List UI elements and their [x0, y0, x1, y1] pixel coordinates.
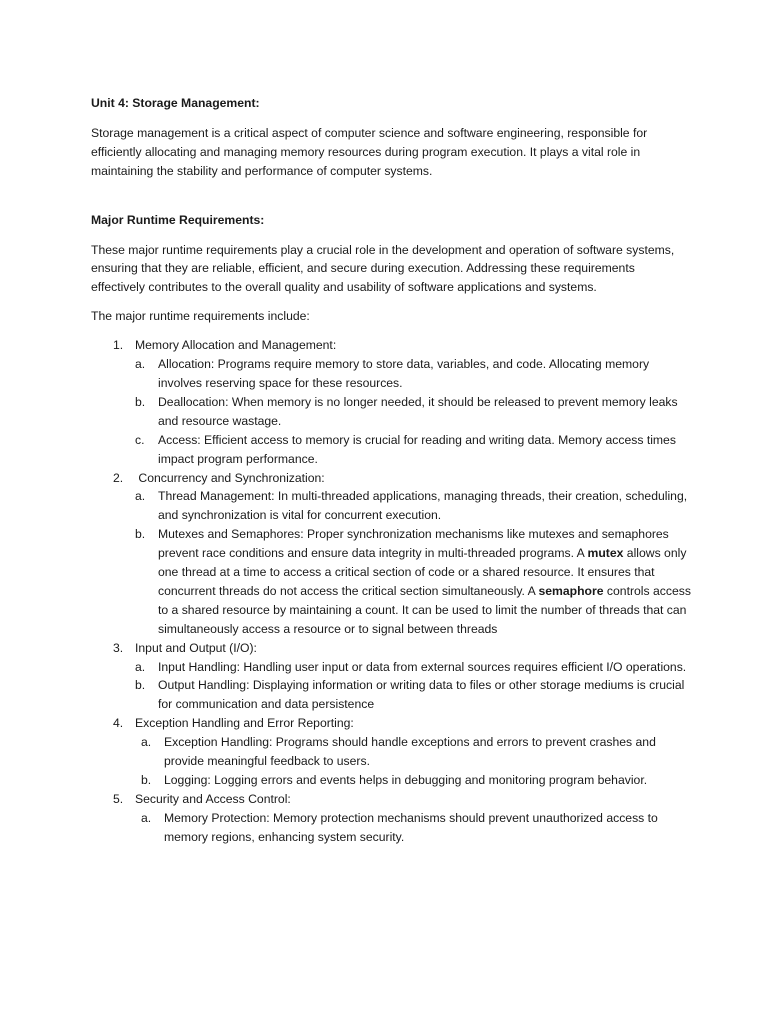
sub-item-letter: a.	[141, 810, 152, 825]
page-title: Unit 4: Storage Management:	[91, 96, 260, 110]
document-page	[91, 92, 691, 847]
sub-item-letter: a.	[135, 489, 146, 504]
list-item-label: Security and Access Control:	[135, 791, 291, 806]
sub-list	[135, 487, 691, 638]
text-segment: controls access to a shared resource by maintaining a count. It can be used to limit the number of threads that can simultaneously access a resource or to signal between threads	[158, 583, 691, 636]
list-item	[91, 714, 691, 790]
sub-item-text: Thread Management: In multi-threaded applications, managing threads, their creation, scheduling, and synchronization is vital for concurrent execution.	[158, 489, 688, 523]
list-lead: The major runtime requirements include:	[91, 309, 310, 324]
requirements-list	[91, 336, 691, 846]
sub-item-letter: a.	[135, 357, 146, 372]
sub-item-letter: c.	[135, 432, 145, 447]
sub-item-text: Access: Efficient access to memory is crucial for reading and writing data. Memory access times impact program performance.	[158, 432, 676, 466]
list-item-number: 5.	[113, 791, 124, 806]
sub-item-letter: b.	[141, 773, 152, 787]
list-item	[91, 639, 691, 715]
section-intro-paragraph: These major runtime requirements play a crucial role in the development and operation of software systems, ensuring that they are reliable, efficient, and secure during execution. Addressing these requirements effectively contributes to the overall quality and usability of software applications and systems.	[91, 242, 675, 295]
list-item-label: Memory Allocation and Management:	[135, 338, 337, 353]
sub-list-item	[135, 525, 691, 638]
text-segment: Mutexes and Semaphores: Proper synchronization mechanisms like mutexes and semaphores prevent race conditions and ensure data integrity in multi-threaded programs. A	[158, 527, 669, 561]
sub-list	[135, 733, 691, 790]
list-item-label: Concurrency and Synchronization:	[135, 470, 325, 485]
sub-list-item	[135, 658, 691, 677]
sub-list-item	[135, 676, 691, 714]
list-item-number: 4.	[113, 716, 124, 731]
list-item	[91, 790, 691, 847]
sub-list	[135, 658, 691, 715]
sub-item-text: Logging: Logging errors and events helps in debugging and monitoring program behavior.	[164, 773, 648, 787]
term-semaphore: semaphore	[538, 583, 604, 598]
sub-list-item	[135, 733, 691, 771]
sub-item-text: Allocation: Programs require memory to store data, variables, and code. Allocating memory involves reserving space for these resources.	[158, 357, 650, 390]
sub-list-item	[135, 809, 691, 847]
list-item	[91, 469, 691, 639]
sub-item-text	[158, 527, 691, 636]
sub-item-letter: b.	[135, 527, 146, 542]
sub-item-text: Input Handling: Handling user input or data from external sources requires efficient I/O operations.	[158, 659, 687, 674]
sub-list-item	[135, 771, 691, 790]
sub-item-letter: b.	[135, 678, 146, 693]
term-mutex: mutex	[587, 546, 624, 561]
sub-list-item	[135, 487, 691, 525]
sub-list	[135, 355, 691, 468]
sub-item-letter: a.	[135, 659, 146, 674]
sub-list	[135, 809, 691, 847]
list-item-number: 1.	[113, 338, 124, 353]
list-item-label: Input and Output (I/O):	[135, 640, 257, 655]
list-item-number: 2.	[113, 470, 124, 485]
sub-item-text: Output Handling: Displaying information or writing data to files or other storage mediums is crucial for communication and data persistence	[158, 678, 685, 712]
section-heading: Major Runtime Requirements:	[91, 212, 265, 227]
text-segment: allows only one thread at a time to access a critical section of code or a shared resource. It ensures that concurrent threads do not access the critical section simultaneously. A	[158, 546, 687, 598]
sub-item-letter: b.	[135, 394, 146, 409]
sub-list-item	[135, 355, 691, 393]
sub-list-item	[135, 431, 691, 469]
list-item	[91, 336, 691, 468]
sub-list-item	[135, 393, 691, 431]
sub-item-text: Exception Handling: Programs should handle exceptions and errors to prevent crashes and provide meaningful feedback to users.	[164, 735, 656, 769]
sub-item-text: Memory Protection: Memory protection mechanisms should prevent unauthorized access to memory regions, enhancing system security.	[164, 810, 658, 844]
list-item-label: Exception Handling and Error Reporting:	[135, 716, 354, 731]
sub-item-text: Deallocation: When memory is no longer needed, it should be released to prevent memory leaks and resource wastage.	[158, 394, 678, 428]
intro-paragraph: Storage management is a critical aspect of computer science and software engineering, responsible for efficiently allocating and managing memory resources during program execution. It plays a vital role in maintaining the stability and performance of computer systems.	[91, 125, 648, 178]
sub-item-letter: a.	[141, 735, 152, 750]
list-item-number: 3.	[113, 640, 124, 655]
